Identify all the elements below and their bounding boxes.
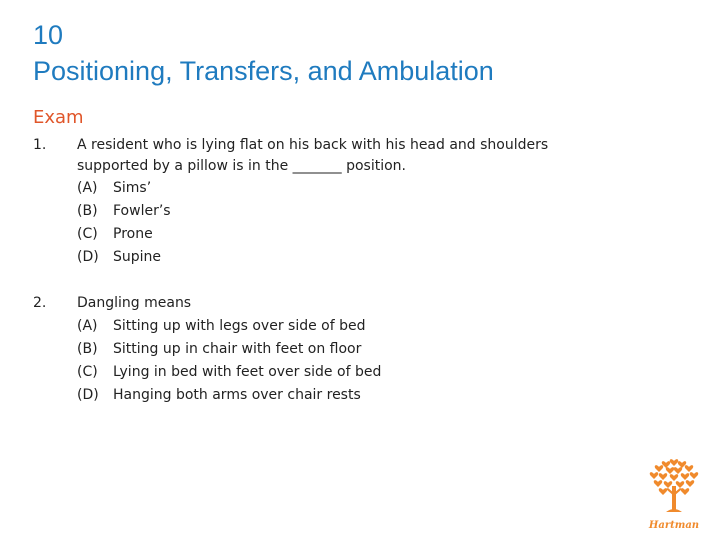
publisher-logo — [644, 456, 704, 536]
question-text-line: Dangling means — [77, 295, 192, 311]
answer-option — [77, 200, 171, 223]
option-letter: (B) — [77, 341, 98, 357]
option-letter: (C) — [77, 364, 98, 380]
option-text: Sims’ — [113, 180, 152, 196]
chapter-number: 10 — [33, 20, 64, 50]
tree-logo-icon — [644, 456, 704, 536]
section-heading: Exam — [33, 107, 84, 128]
option-letter: (B) — [77, 203, 98, 219]
option-letter: (C) — [77, 226, 98, 242]
option-text: Supine — [113, 249, 162, 265]
option-letter: (A) — [77, 180, 98, 196]
question-text-line: A resident who is lying flat on his back with his head and shoulders — [77, 137, 549, 153]
answer-option — [77, 338, 361, 361]
answer-option — [77, 177, 151, 200]
question-text-line: supported by a pillow is in the _______ position. — [77, 158, 406, 174]
answer-option — [77, 315, 366, 338]
option-letter: (D) — [77, 387, 99, 403]
chapter-title: Positioning, Transfers, and Ambulation — [33, 56, 494, 86]
answer-option — [77, 384, 361, 407]
option-text: Prone — [113, 226, 153, 242]
option-text: Sitting up with legs over side of bed — [113, 318, 366, 334]
option-text: Sitting up in chair with feet on floor — [113, 341, 362, 357]
question-number: 1. — [33, 137, 47, 153]
logo-wordmark: Hartman — [648, 520, 700, 531]
option-text: Fowler’s — [113, 203, 171, 219]
option-letter: (A) — [77, 318, 98, 334]
answer-option — [77, 223, 153, 246]
option-text: Hanging both arms over chair rests — [113, 387, 361, 403]
answer-option — [77, 246, 161, 269]
answer-option — [77, 361, 381, 384]
question-number: 2. — [33, 295, 47, 311]
option-text: Lying in bed with feet over side of bed — [113, 364, 382, 380]
option-letter: (D) — [77, 249, 99, 265]
